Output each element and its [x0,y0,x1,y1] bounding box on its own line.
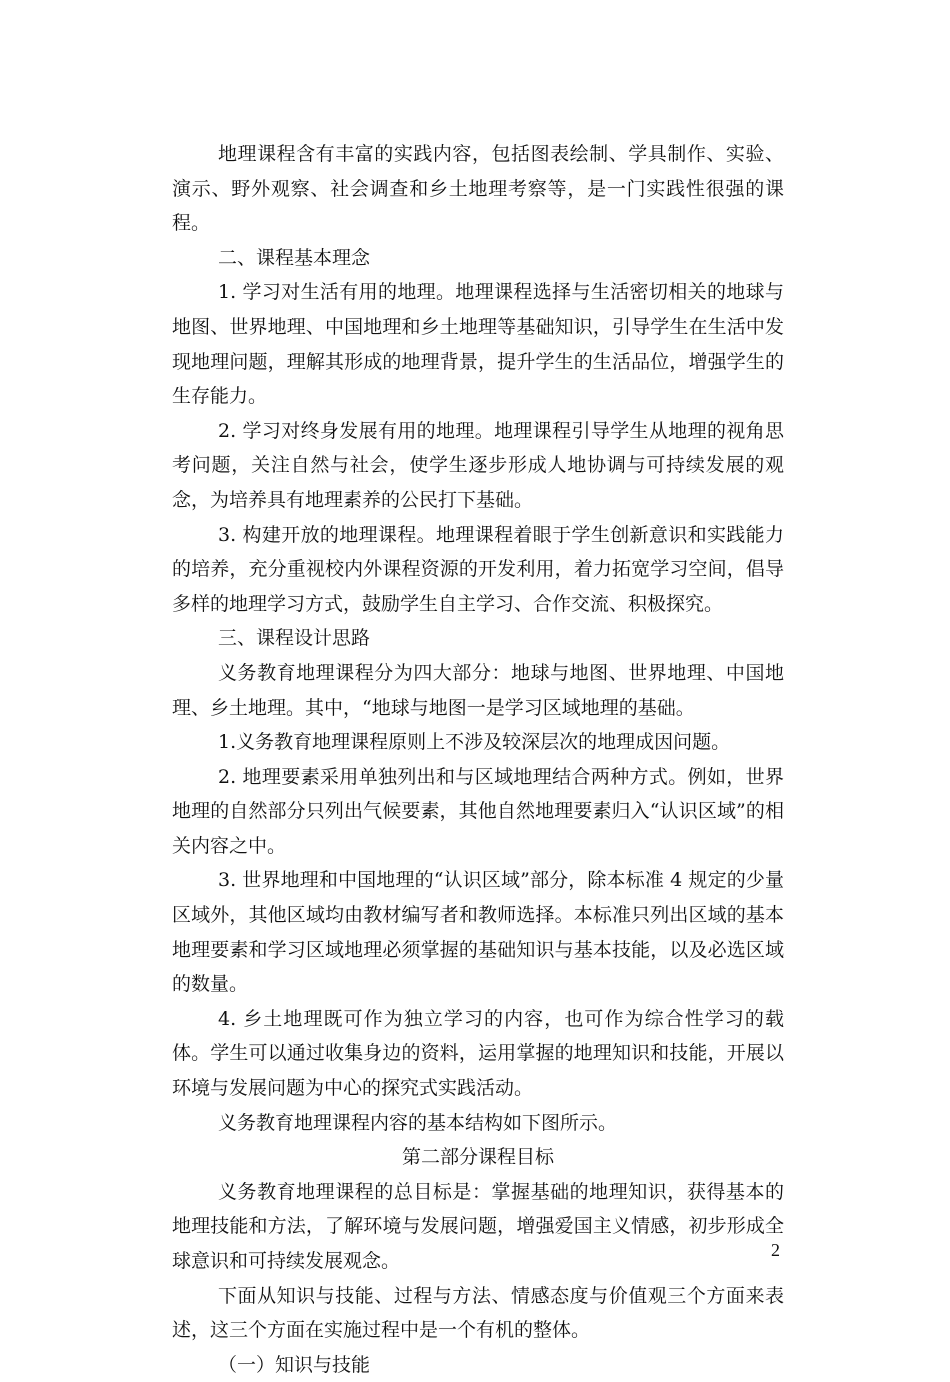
body-text [172,137,784,1382]
part-heading-course-goals: 第二部分课程目标 [401,1146,554,1169]
page-number: 2 [771,1240,780,1260]
paragraph-three-aspects: 下面从知识与技能、过程与方法、情感态度与价值观三个方面来表述，这三个方面在实施过程中是一个有机的整体。 [172,1284,784,1342]
paragraph-design-1: 1.义务教育地理课程原则上不涉及较深层次的地理成因问题。 [218,731,731,754]
section-heading-design-ideas: 三、课程设计思路 [218,627,371,650]
paragraph-concept-3: 3. 构建开放的地理课程。地理课程着眼于学生创新意识和实践能力的培养，充分重视校内外课程资源的开发利用，着力拓宽学习空间，倡导多样的地理学习方式，鼓励学生自主学习、合作交流、积极探究。 [172,523,784,615]
paragraph-overall-goal: 义务教育地理课程的总目标是：掌握基础的地理知识，获得基本的地理技能和方法，了解环境与发展问题，增强爱国主义情感，初步形成全球意识和可持续发展观念。 [172,1180,784,1272]
paragraph-design-2: 2. 地理要素采用单独列出和与区域地理结合两种方式。例如，世界地理的自然部分只列出气候要素，其他自然地理要素归入“认识区域”的相关内容之中。 [172,765,784,857]
paragraph-design-overview: 义务教育地理课程分为四大部分：地球与地图、世界地理、中国地理、乡土地理。其中，“地球与地图一是学习区域地理的基础。 [172,661,784,719]
subheading-knowledge-skills: （一）知识与技能 [218,1353,371,1376]
paragraph-intro: 地理课程含有丰富的实践内容，包括图表绘制、学具制作、实验、演示、野外观察、社会调查和乡土地理考察等，是一门实践性很强的课程。 [172,143,784,235]
paragraph-design-4: 4. 乡土地理既可作为独立学习的内容，也可作为综合性学习的载体。学生可以通过收集身边的资料，运用掌握的地理知识和技能，开展以环境与发展问题为中心的探究式实践活动。 [172,1007,784,1100]
paragraph-design-3: 3. 世界地理和中国地理的“认识区域”部分，除本标准 4 规定的少量区域外，其他区域均由教材编写者和教师选择。本标准只列出区域的基本地理要素和学习区域地理必须掌握的基础知识与基本技能，以及必选区域的数量。 [172,869,784,996]
paragraph-concept-1: 1. 学习对生活有用的地理。地理课程选择与生活密切相关的地球与地图、世界地理、中国地理和乡土地理等基础知识，引导学生在生活中发现地理问题，理解其形成的地理背景，提升学生的生活品位，增强学生的生存能力。 [172,281,784,408]
paragraph-concept-2: 2. 学习对终身发展有用的地理。地理课程引导学生从地理的视角思考问题，关注自然与社会，使学生逐步形成人地协调与可持续发展的观念，为培养具有地理素养的公民打下基础。 [172,419,784,511]
paragraph-structure-note: 义务教育地理课程内容的基本结构如下图所示。 [218,1111,618,1134]
section-heading-basic-concepts: 二、课程基本理念 [218,246,371,269]
